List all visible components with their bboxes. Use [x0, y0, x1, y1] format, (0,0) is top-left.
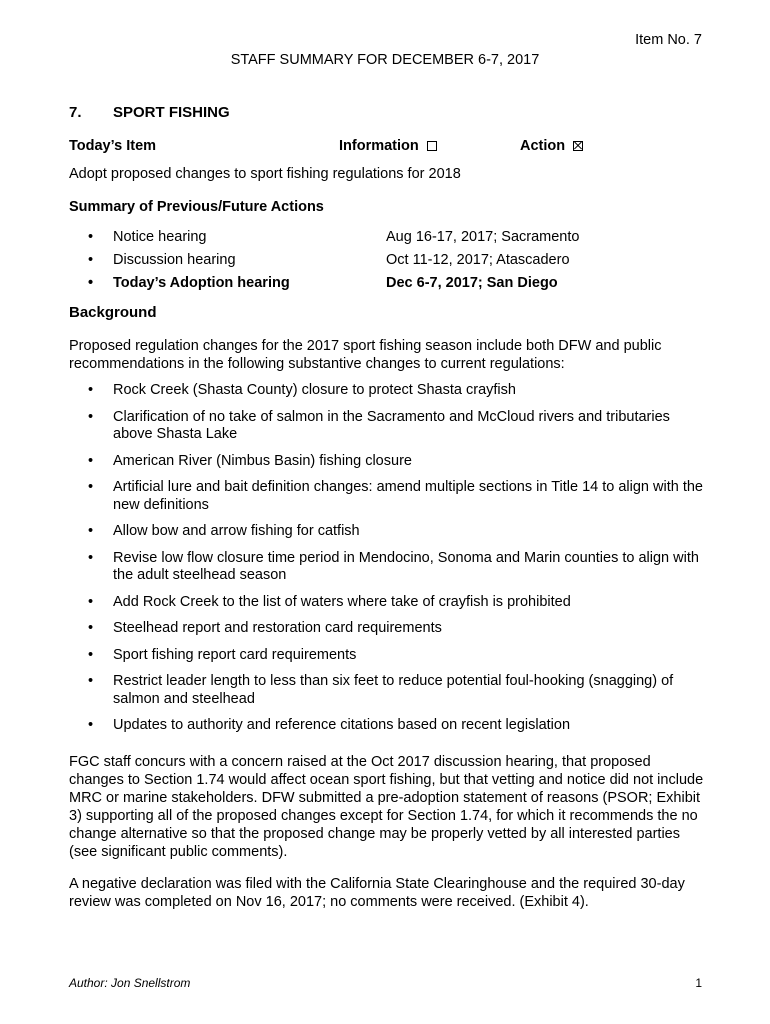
item-number: Item No. 7: [635, 32, 702, 48]
item-description: Adopt proposed changes to sport fishing regulations for 2018: [69, 166, 461, 182]
section-title: SPORT FISHING: [113, 104, 230, 121]
bullet: •: [88, 228, 94, 245]
action-row: [88, 225, 708, 248]
page-number: 1: [695, 976, 702, 990]
list-item-text: Add Rock Creek to the list of waters where take of crayfish is prohibited: [113, 593, 571, 610]
list-item: [88, 382, 708, 400]
action-detail: Aug 16-17, 2017; Sacramento: [386, 228, 580, 245]
list-item-text: Rock Creek (Shasta County) closure to protect Shasta crayfish: [113, 382, 516, 398]
list-item-text: Clarification of no take of salmon in the Sacramento and McCloud rivers and tributaries above Shasta Lake: [113, 408, 670, 442]
information-option: [339, 138, 437, 154]
list-item-text: Revise low flow closure time period in Mendocino, Sonoma and Marin counties to align with the adult steelhead season: [113, 549, 699, 583]
action-name: Discussion hearing: [113, 251, 236, 268]
bullet: •: [88, 274, 94, 291]
bullet: •: [88, 593, 94, 610]
list-item: [88, 550, 708, 585]
list-item: [88, 620, 708, 638]
staff-concern-paragraph: FGC staff concurs with a concern raised at the Oct 2017 discussion hearing, that proposed changes to Section 1.74 would affect ocean sport fishing, but that vetting and notice did not include MRC or marine stakeholders. DFW submitted a pre-adoption statement of reasons (PSOR; Exhibit 3) supporting all of the proposed changes except for Section 1.74, for which it recommends the no change alternative so that the proposed change may be properly vetted by all interested parties (see significant public comments).: [69, 754, 704, 860]
action-option: [520, 138, 583, 154]
section-number: 7.: [69, 104, 82, 121]
list-item-text: Restrict leader length to less than six feet to reduce potential foul-hooking (snagging) of salmon and steelhead: [113, 673, 674, 707]
list-item: [88, 673, 708, 708]
action-name: Today’s Adoption hearing: [113, 274, 290, 291]
todays-item-label: [69, 138, 156, 154]
bullet: •: [88, 646, 94, 663]
list-item-text: Sport fishing report card requirements: [113, 646, 357, 663]
bullet: •: [88, 673, 94, 689]
list-item-text: Allow bow and arrow fishing for catfish: [113, 523, 360, 539]
action-detail: Oct 11-12, 2017; Atascadero: [386, 251, 570, 268]
bullet: •: [88, 479, 94, 495]
bullet: •: [88, 523, 94, 539]
information-checkbox: [427, 141, 437, 151]
list-item-text: Updates to authority and reference citations based on recent legislation: [113, 717, 571, 733]
bullet: •: [88, 717, 94, 733]
action-row-current: [88, 271, 708, 294]
list-item-text: Artificial lure and bait definition changes: amend multiple sections in Title 14 to align with the new definitions: [113, 479, 703, 513]
action-detail: Dec 6-7, 2017; San Diego: [386, 274, 558, 291]
footer-author: Author: Jon Snellstrom: [69, 976, 191, 990]
bullet: •: [88, 251, 94, 268]
negative-declaration-paragraph: A negative declaration was filed with the California State Clearinghouse and the required 30-day review was completed on Nov 16, 2017; no comments were received. (Exhibit 4).: [69, 876, 685, 910]
list-item: [88, 453, 708, 471]
list-item-text: Steelhead report and restoration card requirements: [113, 620, 442, 636]
list-item: [88, 409, 708, 444]
bullet: •: [88, 620, 94, 636]
list-item: [88, 479, 708, 514]
todays-item-text: Today’s Item: [69, 138, 157, 154]
changes-list: [88, 382, 708, 744]
information-label: Information: [339, 138, 419, 154]
background-heading: Background: [69, 304, 157, 321]
bullet: •: [88, 408, 94, 425]
background-intro: Proposed regulation changes for the 2017 sport fishing season include both DFW and public recommendations in the following substantive changes to current regulations:: [69, 338, 662, 372]
bullet: •: [88, 452, 94, 469]
bullet: •: [88, 549, 94, 566]
list-item: [88, 594, 708, 612]
summary-heading: Summary of Previous/Future Actions: [69, 199, 324, 215]
action-name: Notice hearing: [113, 228, 207, 245]
actions-list: [88, 225, 708, 294]
action-label: Action: [520, 138, 566, 154]
action-checkbox: [573, 141, 583, 151]
action-row: [88, 248, 708, 271]
bullet: •: [88, 382, 94, 398]
list-item: [88, 647, 708, 665]
page-title: STAFF SUMMARY FOR DECEMBER 6-7, 2017: [230, 52, 540, 68]
list-item: [88, 523, 708, 541]
list-item-text: American River (Nimbus Basin) fishing closure: [113, 452, 412, 469]
list-item: [88, 717, 708, 735]
